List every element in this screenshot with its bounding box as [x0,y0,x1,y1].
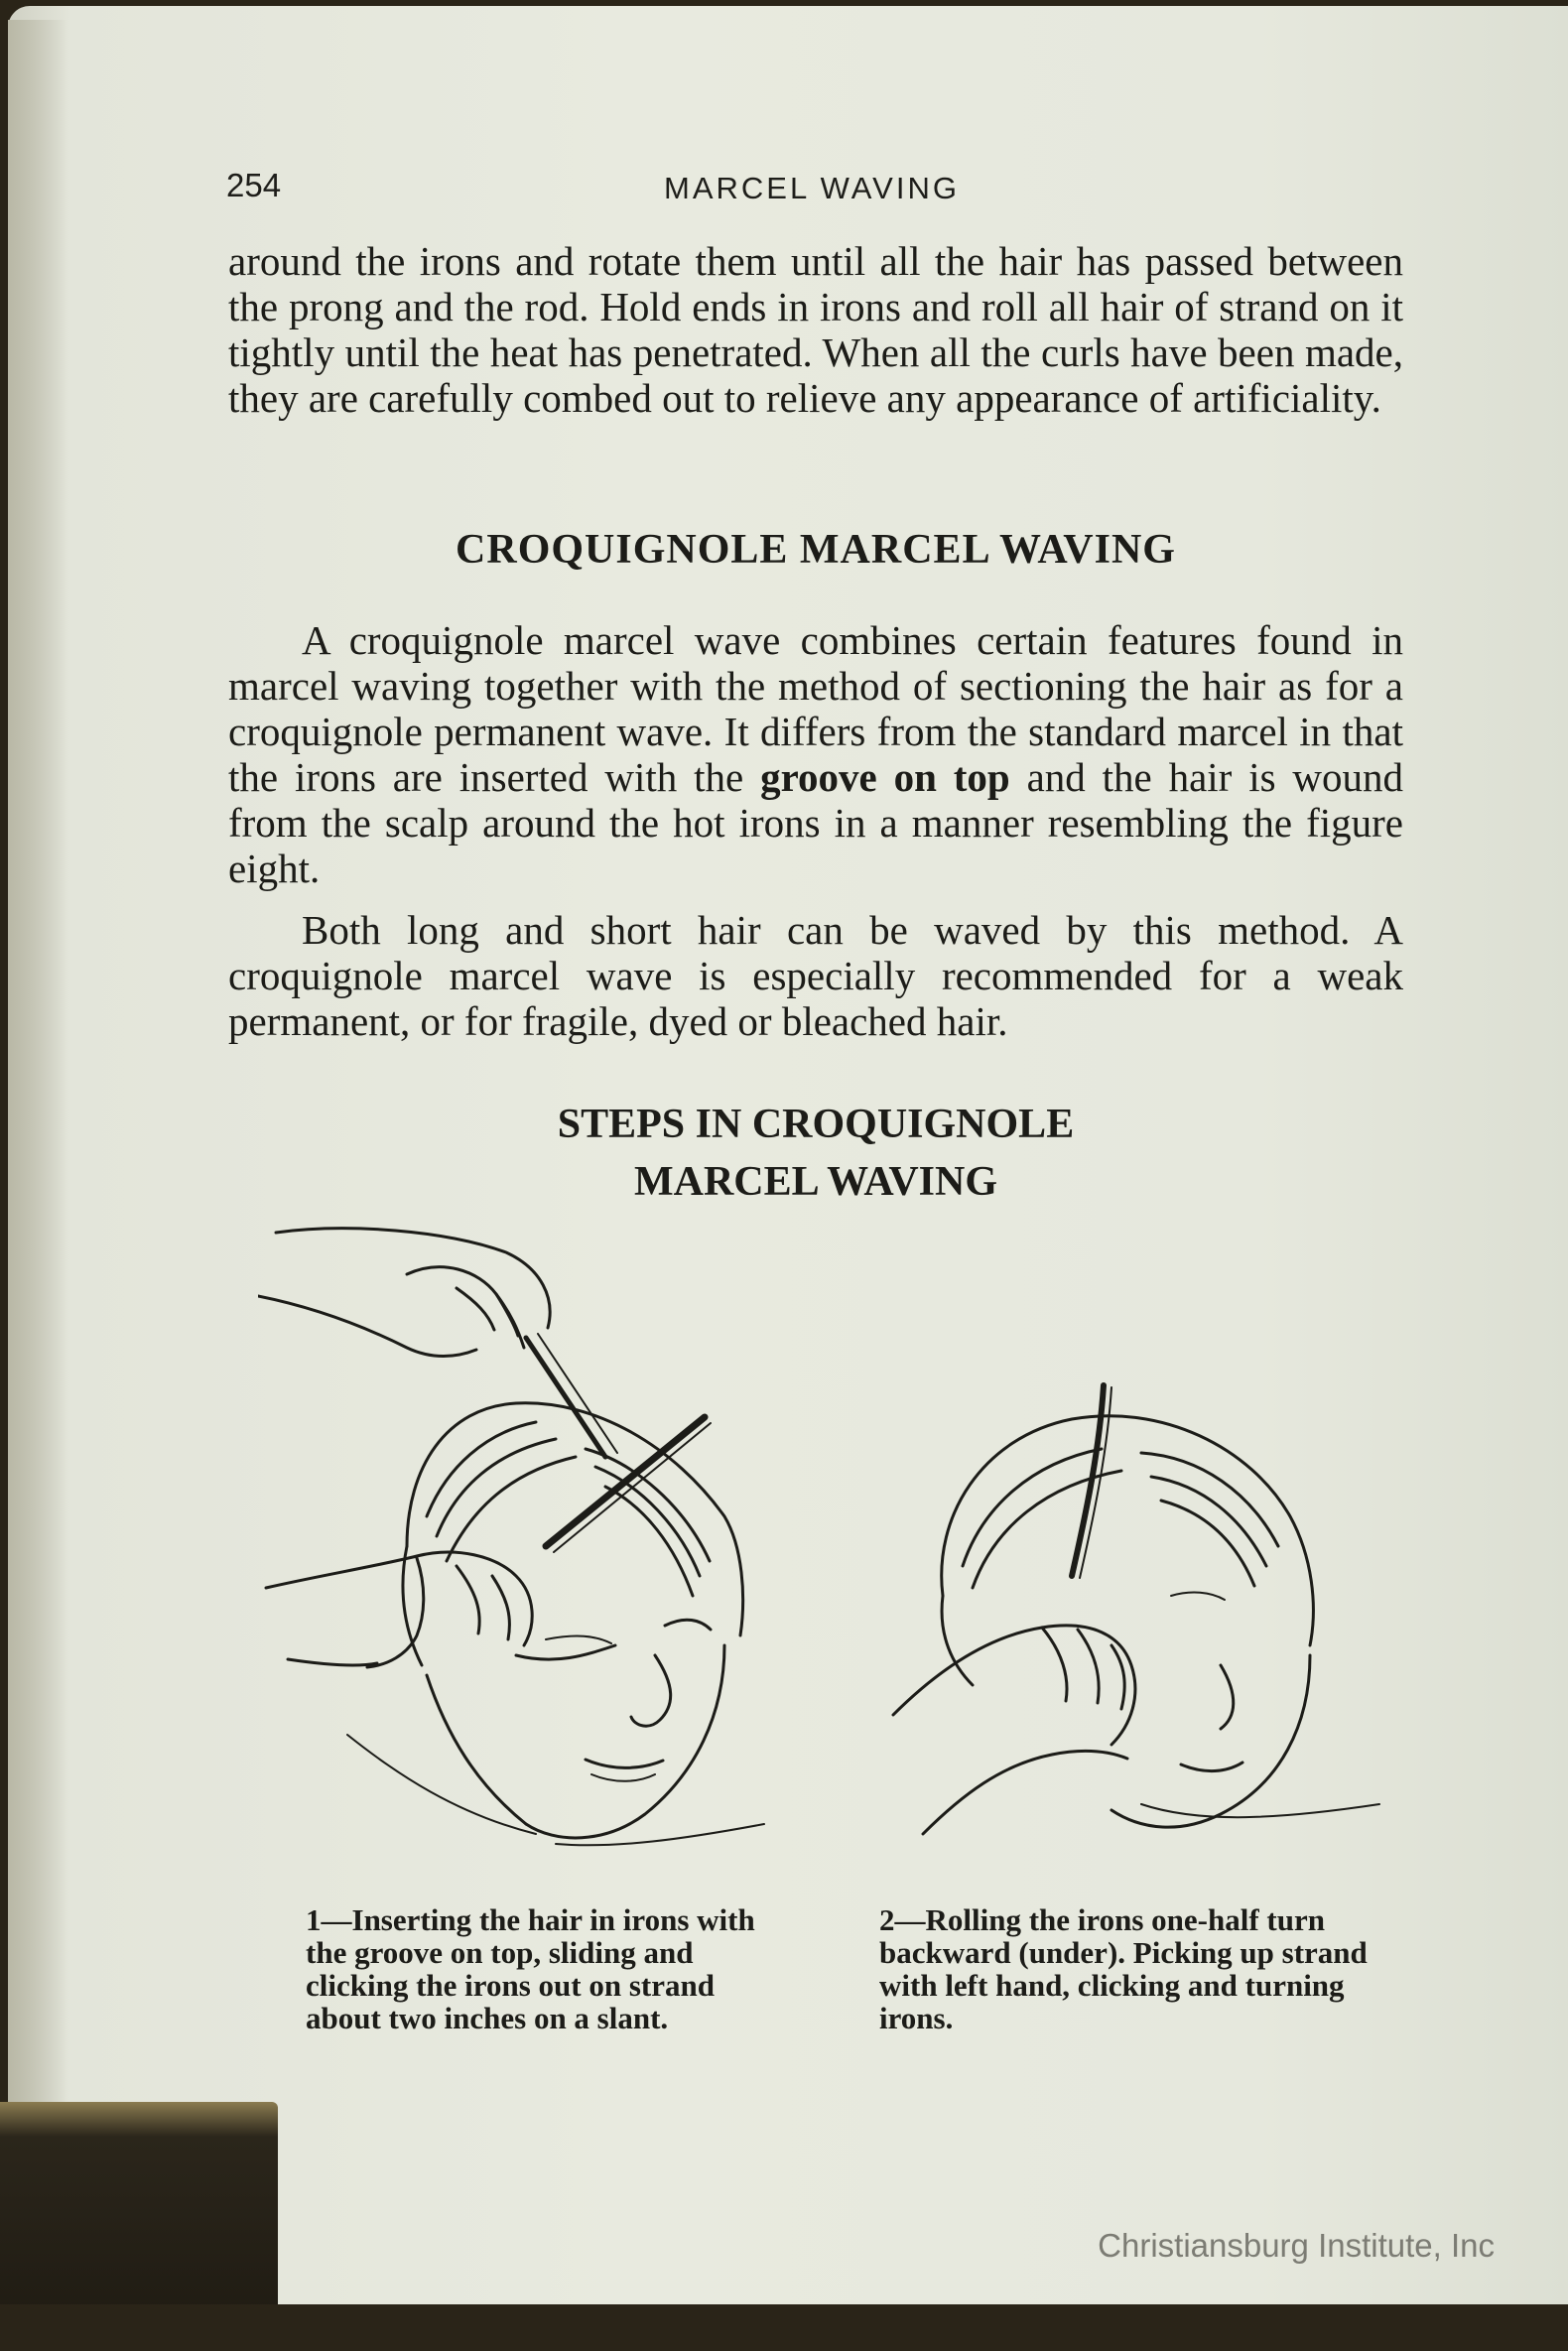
bottom-shadow [0,2304,1568,2351]
paragraph-hair-types: Both long and short hair can be waved by this method. A croquignole marcel wave is especially recommended for a weak permanent, or for fragile, dyed or bleached hair. [228,907,1403,1044]
page-number: 254 [226,167,282,203]
section-heading: CROQUIGNOLE MARCEL WAVING [456,527,1176,573]
steps-heading-line2: MARCEL WAVING [633,1159,998,1205]
step2-caption: 2—Rolling the irons one-half turn backward (under). Picking up strand with left hand, clicking and turning irons. [879,1902,1368,2035]
running-head: MARCEL WAVING [664,171,960,205]
steps-heading [228,1096,1403,1211]
step2-illustration [883,1368,1399,1844]
paragraph-croquignole-intro [228,617,1403,891]
watermark: Christiansburg Institute, Inc [1098,2227,1495,2264]
paragraph-text: A croquignole marcel wave combines certain features found in marcel waving together with the method of sectioning the hair as for a croquignole permanent wave. It differs from the standard marcel in that the irons are inserted with the [228,617,1403,800]
step1-illustration [258,1219,794,1874]
steps-heading-line1: STEPS IN CROQUIGNOLE [557,1102,1075,1147]
page-gutter-shadow [8,20,67,2104]
paragraph-text: and the hair is wound from the scalp around the hot irons in a manner resembling the figure eight. [228,754,1404,891]
bold-phrase: groove on top [760,754,1010,800]
step1-caption: 1—Inserting the hair in irons with the groove on top, sliding and clicking the irons out on strand about two inches on a slant. [306,1902,755,2035]
page-header [226,167,1397,216]
paragraph-continued: around the irons and rotate them until all the hair has passed between the prong and the rod. Hold ends in irons and roll all hair of strand on it tightly until the heat has penetrated. When all the curls have been made, they are carefully combed out to relieve any appearance of artificiality. [228,238,1403,421]
